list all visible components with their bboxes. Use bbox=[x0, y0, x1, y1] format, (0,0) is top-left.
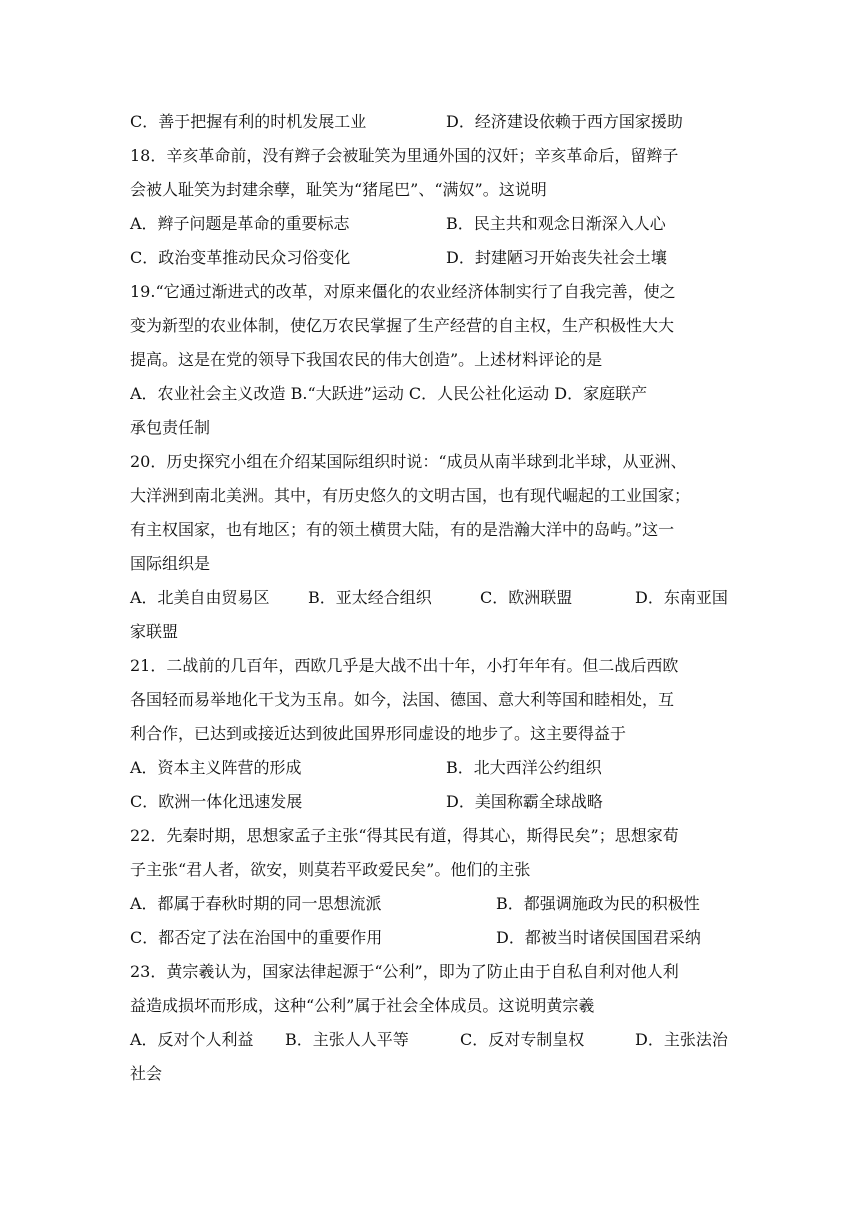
q22-options-ab bbox=[130, 890, 730, 924]
q22-option-c: C．都否定了法在治国中的重要作用 bbox=[130, 928, 383, 947]
q23-option-a: A．反对个人利益 bbox=[130, 1030, 254, 1049]
q23-option-c: C．反对专制皇权 bbox=[460, 1030, 585, 1049]
q18-options-cd bbox=[130, 244, 730, 278]
q21-options-cd bbox=[130, 788, 730, 822]
q17-option-d: D．经济建设依赖于西方国家援助 bbox=[446, 112, 683, 131]
q22-options-cd bbox=[130, 924, 730, 958]
q20-option-a: A．北美自由贸易区 bbox=[130, 588, 270, 607]
q17-options-cd bbox=[130, 108, 730, 142]
q23-option-b: B．主张人人平等 bbox=[285, 1030, 409, 1049]
q21-stem-line-1: 21．二战前的几百年，西欧几乎是大战不出十年，小打年年有。但二战后西欧 bbox=[130, 656, 679, 675]
q18-stem-line-1: 18．辛亥革命前，没有辫子会被耻笑为里通外国的汉奸；辛亥革命后，留辫子 bbox=[130, 146, 679, 165]
question-list bbox=[130, 108, 730, 1094]
q22-option-b: B．都强调施政为民的积极性 bbox=[496, 894, 700, 913]
q20-stem-line-4: 国际组织是 bbox=[130, 554, 211, 573]
q19-options-continuation: 承包责任制 bbox=[130, 418, 211, 437]
q21-option-b: B．北大西洋公约组织 bbox=[446, 758, 602, 777]
q21-options-ab bbox=[130, 754, 730, 788]
q22-stem-line-2: 子主张“君人者，欲安，则莫若平政爱民矣”。他们的主张 bbox=[130, 860, 531, 879]
q23-option-d: D．主张法治 bbox=[635, 1030, 728, 1049]
q19-options-line: A．农业社会主义改造 B.“大跃进”运动 C．人民公社化运动 D．家庭联产 bbox=[130, 384, 648, 403]
q18-option-d: D．封建陋习开始丧失社会土壤 bbox=[446, 248, 667, 267]
q21-option-d: D．美国称霸全球战略 bbox=[446, 792, 603, 811]
q20-stem-line-2: 大洋洲到南北美洲。其中，有历史悠久的文明古国，也有现代崛起的工业国家； bbox=[130, 486, 691, 505]
q18-stem-line-2: 会被人耻笑为封建余孽，耻笑为“猪尾巴”、“满奴”。这说明 bbox=[130, 180, 547, 199]
q20-options-continuation: 家联盟 bbox=[130, 622, 179, 641]
q20-stem-line-3: 有主权国家，也有地区；有的领土横贯大陆，有的是浩瀚大洋中的岛屿。”这一 bbox=[130, 520, 675, 539]
q20-option-b: B．亚太经合组织 bbox=[308, 588, 432, 607]
q21-option-c: C．欧洲一体化迅速发展 bbox=[130, 792, 303, 811]
q20-stem-line-1: 20．历史探究小组在介绍某国际组织时说：“成员从南半球到北半球，从亚洲、 bbox=[130, 452, 687, 471]
q22-option-a: A．都属于春秋时期的同一思想流派 bbox=[130, 894, 382, 913]
q21-stem-line-3: 利合作，已达到或接近达到彼此国界形同虚设的地步了。这主要得益于 bbox=[130, 724, 627, 743]
q20-options-row bbox=[130, 584, 730, 618]
q18-options-ab bbox=[130, 210, 730, 244]
q22-option-d: D．都被当时诸侯国国君采纳 bbox=[496, 928, 701, 947]
q17-option-c: C．善于把握有利的时机发展工业 bbox=[130, 112, 367, 131]
q19-stem-line-2: 变为新型的农业体制，使亿万农民掌握了生产经营的自主权，生产积极性大大 bbox=[130, 316, 675, 335]
q22-stem-line-1: 22．先秦时期，思想家孟子主张“得其民有道，得其心，斯得民矣”；思想家荀 bbox=[130, 826, 679, 845]
q18-option-c: C．政治变革推动民众习俗变化 bbox=[130, 248, 351, 267]
q21-option-a: A．资本主义阵营的形成 bbox=[130, 758, 302, 777]
q21-stem-line-2: 各国轻而易举地化干戈为玉帛。如今，法国、德国、意大利等国和睦相处，互 bbox=[130, 690, 675, 709]
q20-option-c: C．欧洲联盟 bbox=[480, 588, 573, 607]
q20-option-d: D．东南亚国 bbox=[635, 588, 728, 607]
q23-options-continuation: 社会 bbox=[130, 1064, 163, 1083]
q23-stem-line-1: 23．黄宗羲认为，国家法律起源于“公利”，即为了防止由于自私自利对他人利 bbox=[130, 962, 679, 981]
q18-option-a: A．辫子问题是革命的重要标志 bbox=[130, 214, 350, 233]
q23-stem-line-2: 益造成损坏而形成，这种“公利”属于社会全体成员。这说明黄宗羲 bbox=[130, 996, 595, 1015]
q19-stem-line-1: 19.“它通过渐进式的改革，对原来僵化的农业经济体制实行了自我完善，使之 bbox=[130, 282, 676, 301]
q23-options-row bbox=[130, 1026, 730, 1060]
q18-option-b: B．民主共和观念日渐深入人心 bbox=[446, 214, 666, 233]
q19-stem-line-3: 提高。这是在党的领导下我国农民的伟大创造”。上述材料评论的是 bbox=[130, 350, 603, 369]
